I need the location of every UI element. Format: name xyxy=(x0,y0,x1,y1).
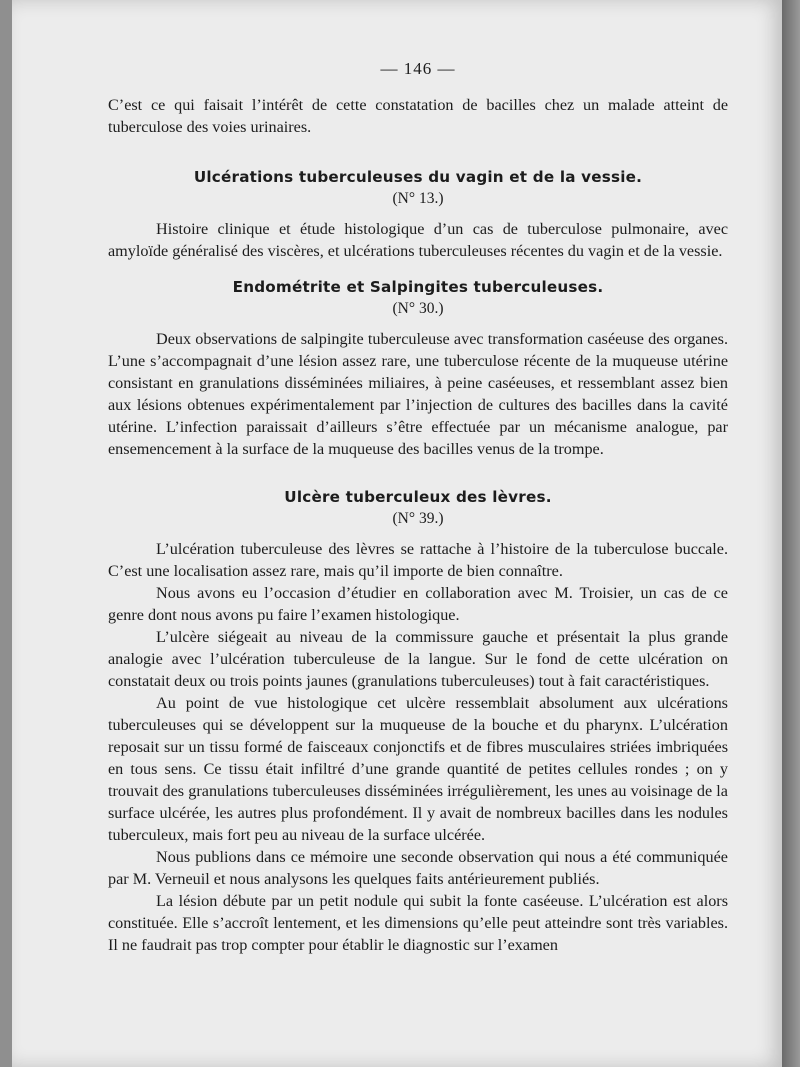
paragraph: L’ulcère siégeait au niveau de la commissure gauche et présentait la plus grande analogie avec l’ulcération tuberculeuse de la langue. Sur le fond de cette ulcération on constatait deux ou trois points jaunes (granulations tuberculeuses) tout à fait caractéristiques. xyxy=(108,628,728,690)
section-title: Ulcère tuberculeux des lèvres. xyxy=(284,488,552,506)
section-vagin-vessie xyxy=(108,166,728,262)
paragraph: La lésion débute par un petit nodule qui subit la fonte caséeuse. L’ulcération est alors constituée. Elle s’accroît lentement, et les dimensions qu’elle peut atteindre sont très variables. Il ne faudrait pas trop compter pour établir le diagnostic sur l’examen xyxy=(108,892,728,954)
page-number: — 146 — xyxy=(380,59,456,78)
paragraph: Deux observations de salpingite tuberculeuse avec transformation caséeuse des organes. L’une s’accompagnait d’une lésion assez rare, une tuberculose récente de la muqueuse utérine consistant en granulations disséminées miliaires, à peine caséeuses, et ressemblant assez bien aux lésions obtenues expérimentalement par l’injection de cultures des bacilles dans la cavité utérine. L’infection paraissait d’ailleurs s’être effectuée par un mécanisme analogue, par ensemencement à la surface de la muqueuse des bacilles venus de la trompe. xyxy=(108,330,728,458)
paragraph: Au point de vue histologique cet ulcère ressemblait absolument aux ulcérations tuberculeuses qui se développent sur la muqueuse de la bouche et du pharynx. L’ulcération reposait sur un tissu formé de faisceaux conjonctifs et de fibres musculaires striées imbriquées en tous sens. Ce tissu était infiltré d’une grande quantité de petites cellules rondes ; on y trouvait des granulations tuberculeuses disséminées irrégulièrement, les unes au voisinage de la surface ulcérée, les autres plus profondément. Il y avait de nombreux bacilles dans les nodules tuberculeux, mais fort peu au niveau de la surface ulcérée. xyxy=(108,694,728,844)
paragraph: Nous publions dans ce mémoire une seconde observation qui nous a été communiquée par M. Verneuil et nous analysons les quelques faits antérieurement publiés. xyxy=(108,848,728,888)
page-content xyxy=(108,58,728,956)
paragraph: Nous avons eu l’occasion d’étudier en collaboration avec M. Troisier, un cas de ce genre dont nous avons pu faire l’examen histologique. xyxy=(108,584,728,624)
paragraph: Histoire clinique et étude histologique d’un cas de tuberculose pulmonaire, avec amyloïde généralisé des viscères, et ulcérations tuberculeuses récentes du vagin et de la vessie. xyxy=(108,220,728,260)
section-ulcere-levres xyxy=(108,486,728,956)
paragraph: L’ulcération tuberculeuse des lèvres se rattache à l’histoire de la tuberculose buccale. C’est une localisation assez rare, mais qu’il importe de bien connaître. xyxy=(108,540,728,580)
section-number: (N° 30.) xyxy=(392,300,444,317)
section-number: (N° 13.) xyxy=(392,190,444,207)
page-edge-shadow xyxy=(782,0,800,1067)
section-number: (N° 39.) xyxy=(392,510,444,527)
intro-paragraph: C’est ce qui faisait l’intérêt de cette constatation de bacilles chez un malade atteint de tuberculose des voies urinaires. xyxy=(108,96,728,136)
section-endometrite xyxy=(108,276,728,460)
section-title: Endométrite et Salpingites tuberculeuses. xyxy=(232,278,604,296)
section-title: Ulcérations tuberculeuses du vagin et de la vessie. xyxy=(193,168,643,186)
